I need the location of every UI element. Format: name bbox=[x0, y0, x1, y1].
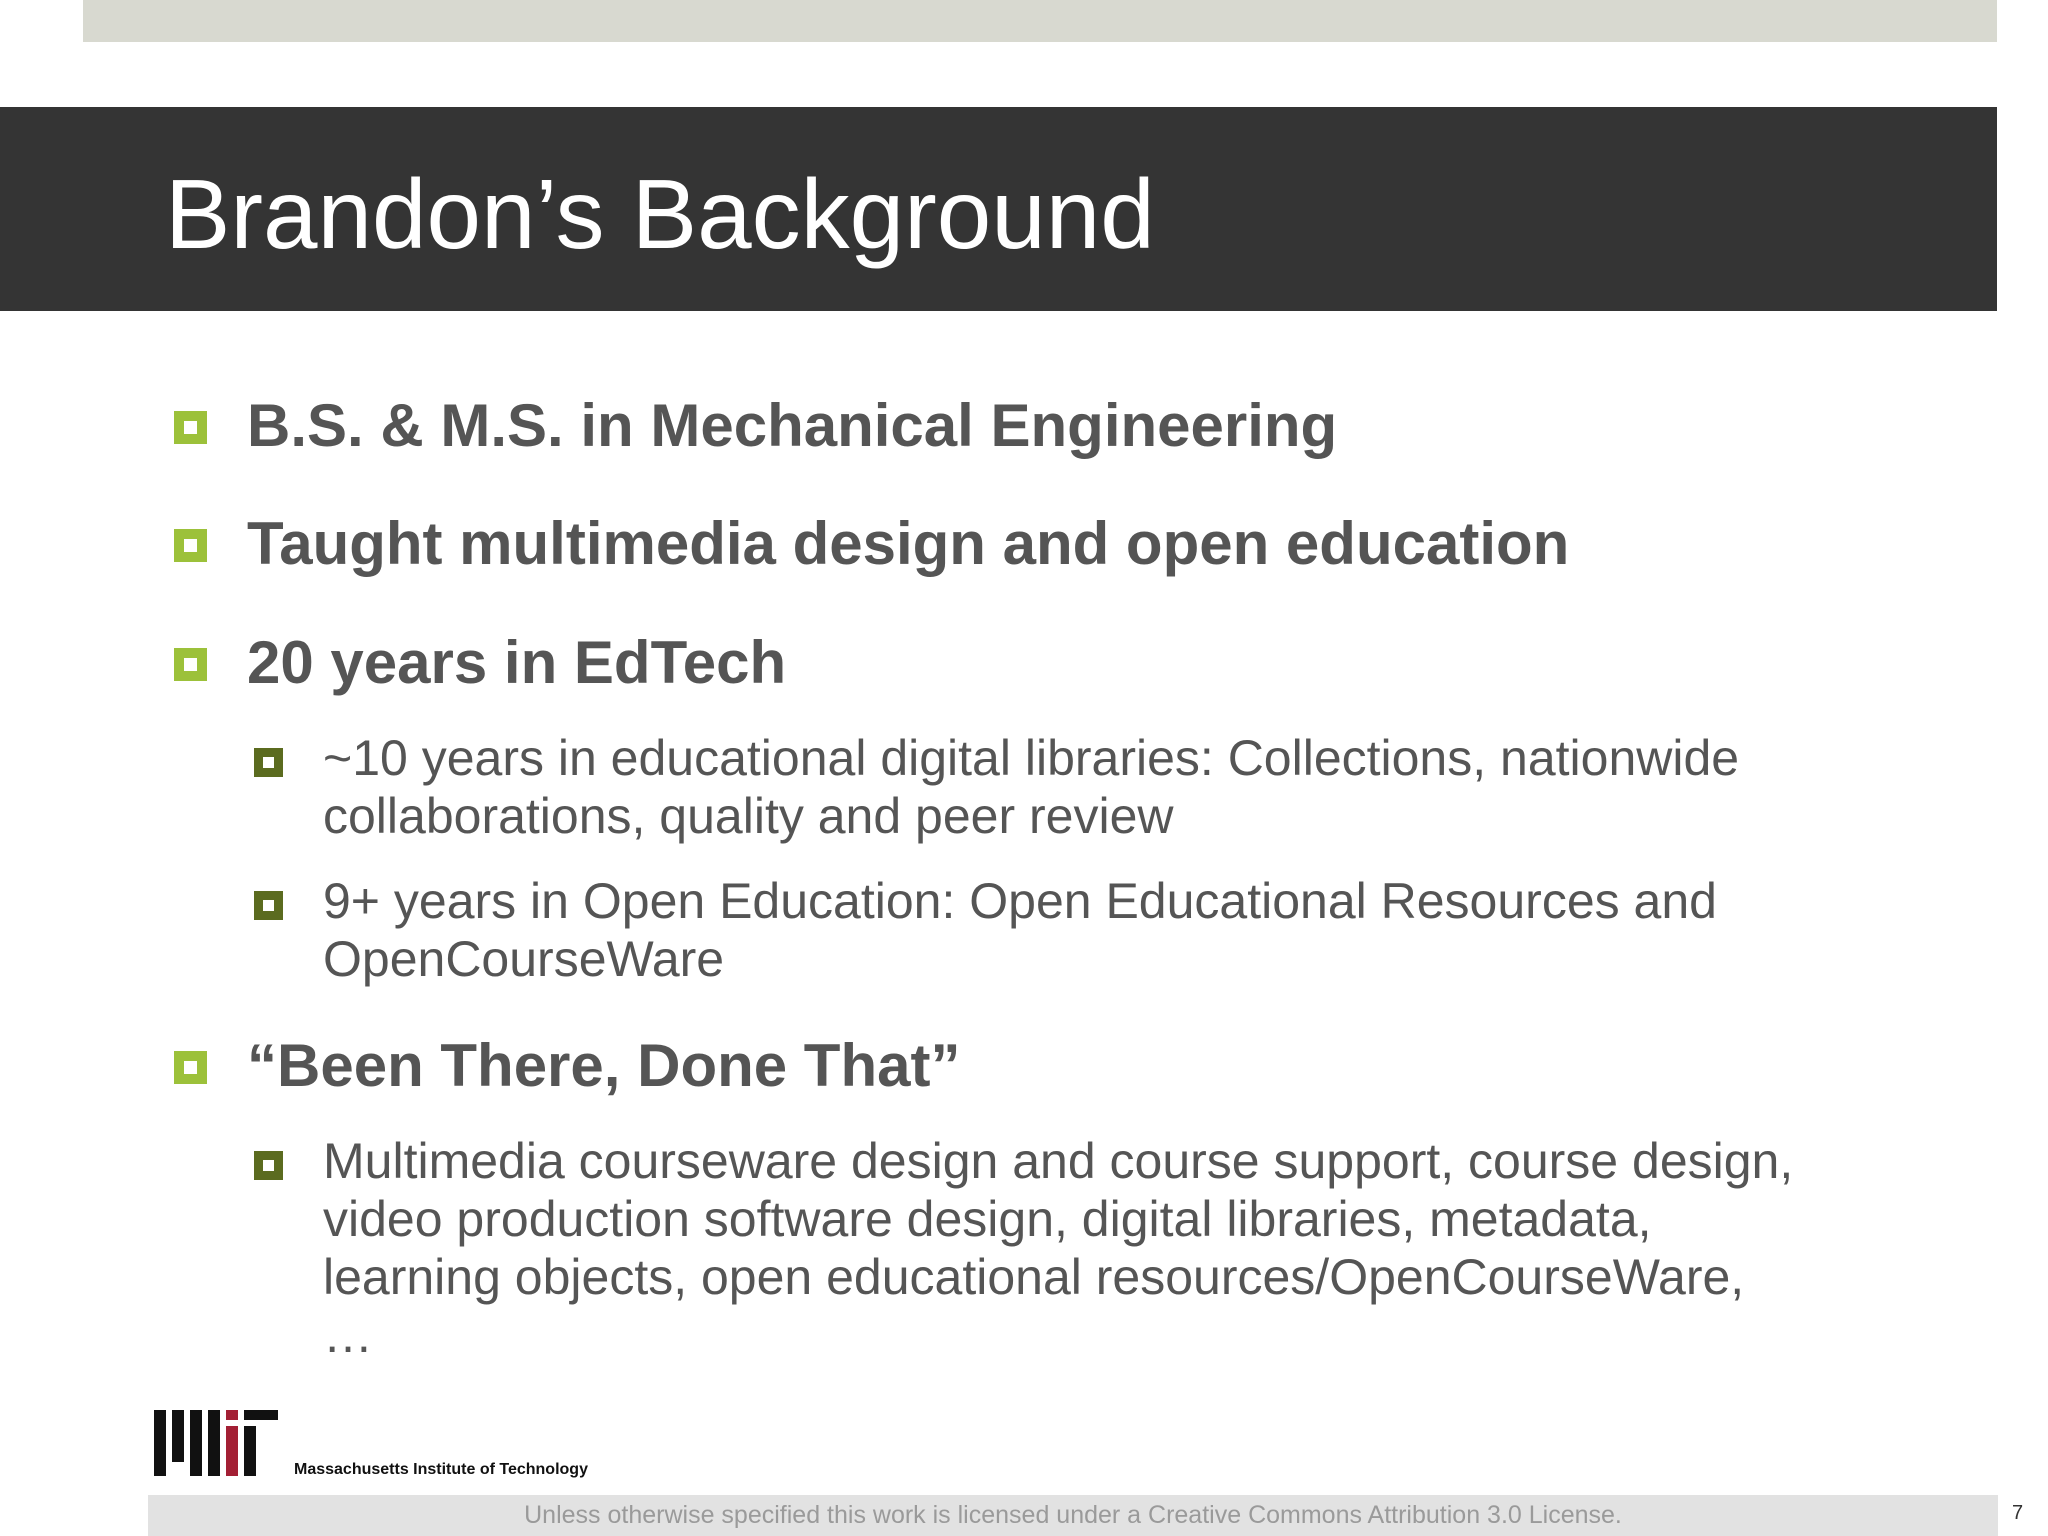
sub-bullet-text: learning objects, open educational resources/OpenCourseWare, bbox=[323, 1249, 1745, 1305]
bullet-square-icon bbox=[174, 648, 207, 681]
license-text: Unless otherwise specified this work is licensed under a Creative Commons Attribution 3.0 License. bbox=[524, 1501, 1622, 1529]
bullet-text: “Been There, Done That” bbox=[247, 1032, 961, 1099]
bullet-square-icon bbox=[174, 1051, 207, 1084]
bullet-square-icon bbox=[174, 411, 207, 444]
sub-bullet-text: collaborations, quality and peer review bbox=[323, 788, 1174, 844]
sub-bullet-text: … bbox=[323, 1307, 373, 1363]
logo-caption: Massachusetts Institute of Technology bbox=[294, 1461, 588, 1478]
sub-bullet-text: OpenCourseWare bbox=[323, 931, 725, 987]
bullet-text: Taught multimedia design and open education bbox=[247, 510, 1570, 577]
sub-bullet-text: Multimedia courseware design and course support, course design, bbox=[323, 1133, 1794, 1189]
bullet-text: B.S. & M.S. in Mechanical Engineering bbox=[247, 392, 1338, 459]
bullet-text: 20 years in EdTech bbox=[247, 629, 787, 696]
sub-bullet-text: video production software design, digital libraries, metadata, bbox=[323, 1191, 1652, 1247]
page-number: 7 bbox=[2012, 1502, 2024, 1524]
sub-bullet-text: ~10 years in educational digital libraries: Collections, nationwide bbox=[323, 730, 1740, 786]
slide-title: Brandon’s Background bbox=[165, 159, 1155, 269]
sub-bullet-square-icon bbox=[254, 748, 283, 777]
bullet-square-icon bbox=[174, 529, 207, 562]
sub-bullet-square-icon bbox=[254, 891, 283, 920]
sub-bullet-square-icon bbox=[254, 1151, 283, 1180]
sub-bullet-text: 9+ years in Open Education: Open Educational Resources and bbox=[323, 873, 1717, 929]
